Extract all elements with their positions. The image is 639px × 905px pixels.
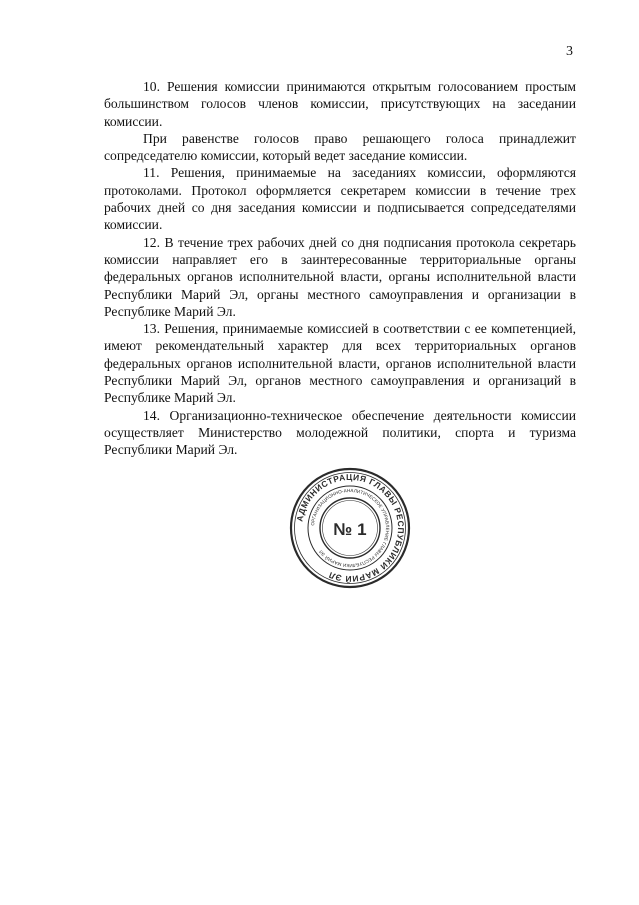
paragraph-13: 13. Решения, принимаемые комиссией в соответствии с ее компетенцией, имеют рекомендательный характер для всех территориальных органов федеральных органов исполнительной власти, органов исполнительной власти Республики Марий Эл, органов местного самоуправления и организаций в Республике Марий Эл.: [104, 321, 576, 406]
paragraph-14: 14. Организационно-техническое обеспечение деятельности комиссии осуществляет Министерство молодежной политики, спорта и туризма Республики Марий Эл.: [104, 407, 576, 458]
paragraph-10-tie-vote: При равенстве голосов право решающего голоса принадлежит сопредседателю комиссии, который ведет заседание комиссии.: [104, 130, 576, 164]
document-body: [104, 78, 576, 459]
official-seal-stamp: [289, 467, 411, 589]
seal-outer-text: АДМИНИСТРАЦИЯ ГЛАВЫ РЕСПУБЛИКИ МАРИЙ ЭЛ: [294, 471, 407, 585]
paragraph-10: 10. Решения комиссии принимаются открытым голосованием простым большинством голосов членов комиссии, присутствующих на заседании комиссии.: [104, 79, 576, 129]
seal-inner-text: ОРГАНИЗАЦИОННО-АНАЛИТИЧЕСКОЕ УПРАВЛЕНИЕ ГЛАВЫ РЕСПУБЛИКИ МАРИЙ ЭЛ: [310, 487, 391, 569]
seal-number: № 1: [333, 520, 367, 539]
paragraph-12: 12. В течение трех рабочих дней со дня подписания протокола секретарь комиссии направляет его в заинтересованные территориальные органы федеральных органов исполнительной власти, органы исполнительной власти Республики Марий Эл, органы местного самоуправления и организации в Республике Марий Эл.: [104, 234, 576, 319]
seal-graphic: [289, 467, 411, 589]
page-number: 3: [566, 44, 573, 59]
paragraph-11: 11. Решения, принимаемые на заседаниях комиссии, оформляются протоколами. Протокол оформляется секретарем комиссии в течение трех рабочих дней со дня заседания комиссии и подписывается сопредседателями комиссии.: [104, 165, 576, 233]
